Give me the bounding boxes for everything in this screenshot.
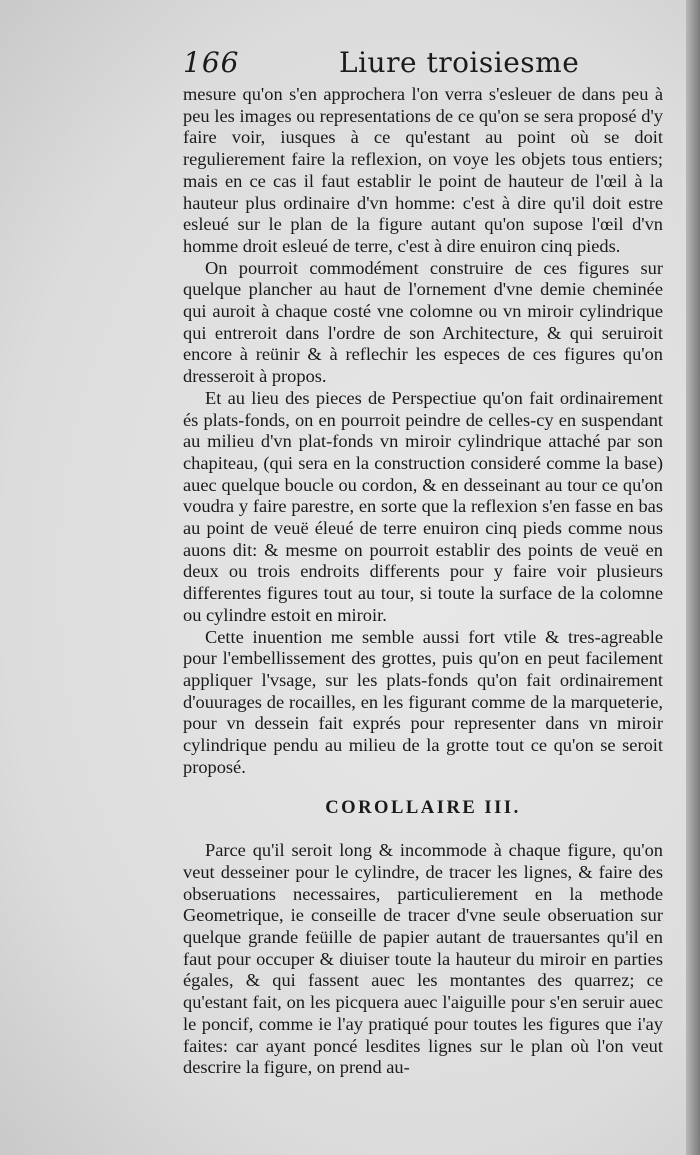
paragraph-2: On pourroit commodément construire de ces figures sur quelque plancher au haut de l'ornement d'vne demie cheminée qui auroit à chaque costé vne colomne ou vn miroir cylindrique qui entreroit dans l'ordre de son Architecture, & qui seruiroit encore à reünir & à reflechir les especes de ces figures qu'on dresseroit à propos. <box>183 257 663 387</box>
page-gutter-shadow <box>686 0 700 1155</box>
paragraph-1: mesure qu'on s'en approchera l'on verra s'esleuer de dans peu à peu les images ou representations de ce qu'on se sera proposé d'y faire voir, iusques à ce qu'estant au point où se doit regulierement faire la reflexion, on voye les objets tous entiers; mais en ce cas il faut establir le point de hauteur de l'œil à la hauteur plus ordinaire d'vn homme: c'est à dire qu'il doit estre esleué sur le plan de la figure autant qu'on supose l'œil d'vn homme droit esleué de terre, c'est à dire enuiron cinq pieds. <box>183 84 663 256</box>
section-heading: COROLLAIRE III. <box>325 796 521 818</box>
paragraph-3: Et au lieu des pieces de Perspectiue qu'on fait ordinairement és plats-fonds, on en pourroit peindre de celles-cy en suspendant au milieu d'vn plat-fonds vn miroir cylindrique attaché par son chapiteau, (qui sera en la construction consideré comme la base) auec quelque boucle ou cordon, & en desseinant au tour ce qu'on voudra y faire parestre, en sorte que la reflexion s'en fasse en bas au point de veuë éleué de terre enuiron cinq pieds comme nous auons dit: & mesme on pourroit establir des points de veuë en deux ou trois endroits differents pour y faire voir plusieurs differentes figures tout au tour, si toute la surface de la colomne ou cylindre estoit en miroir. <box>183 387 663 625</box>
paragraph-4: Cette inuention me semble aussi fort vtile & tres-agreable pour l'embellissement des grottes, puis qu'on en peut facilement appliquer l'vsage, sur les plats-fonds qu'on fait ordinairement d'ouurages de rocailles, en les figurant comme de la marqueterie, pour vn dessein fait exprés pour representer dans vn miroir cylindrique pendu au milieu de la grotte tout ce qu'on se seroit proposé. <box>183 626 663 777</box>
page-number: 166 <box>183 46 240 79</box>
paragraph-5: Parce qu'il seroit long & incommode à chaque figure, qu'on veut desseiner pour le cylindre, de tracer les lignes, & faire des obseruations necessaires, particulierement en la methode Geometrique, ie conseille de tracer d'vne seule obseruation sur quelque grande feüille de papier autant de trauersantes qu'il en faut pour occuper & diuiser toute la hauteur du miroir en parties égales, & qui fassent auec les montantes des quarrez; ce qu'estant fait, on les picquera auec l'aiguille pour s'en seruir auec le poncif, comme ie l'ay pratiqué pour toutes les figures que i'ay faites: car ayant poncé lesdites lignes sur le plan où l'on veut descrire la figure, on prend au- <box>183 840 663 1078</box>
running-title: Liure troisiesme <box>339 46 580 79</box>
running-head <box>183 46 663 84</box>
body-text <box>183 84 663 1079</box>
